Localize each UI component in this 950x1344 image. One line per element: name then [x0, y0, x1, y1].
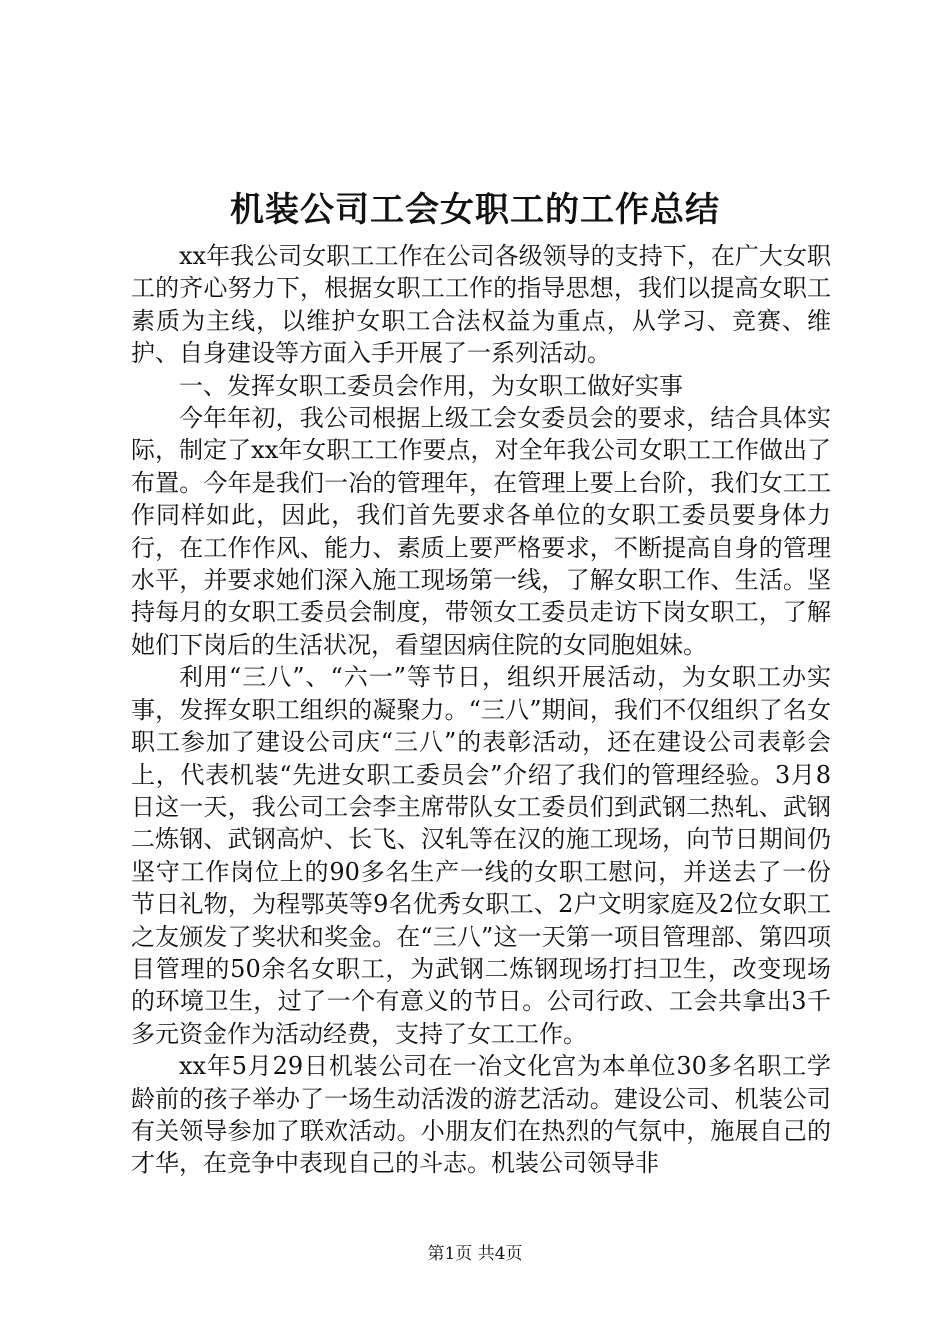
page-number-footer: 第1页 共4页: [427, 1244, 523, 1264]
document-title: 机装公司工会女职工的工作总结: [230, 190, 720, 230]
paragraph-holiday-activities: 利用“三八”、“六一”等节日，组织开展活动，为女职工办实事，发挥女职工组织的凝聚力。“三八”期间，我们不仅组织了名女职工参加了建设公司庆“三八”的表彰活动，还在建设公司表彰会上，代表机装“先进女职工委员会”介绍了我们的管理经验。3月8日这一天，我公司工会李主席带队女工委员们到武钢二热轧、武钢二炼钢、武钢高炉、长飞、汉轧等在汉的施工现场，向节日期间仍坚守工作岗位上的90多名生产一线的女职工慰问，并送去了一份节日礼物，为程鄂英等9名优秀女职工、2户文明家庭及2位女职工之友颁发了奖状和奖金。在“三八”这一天第一项目管理部、第四项目管理的50余名女职工，为武钢二炼钢现场打扫卫生，改变现场的环境卫生，过了一个有意义的节日。公司行政、工会共拿出3千多元资金作为活动经费，支持了女工工作。: [131, 663, 831, 1048]
paragraph-childrens-event: xx年5月29日机装公司在一冶文化宫为本单位30多名职工学龄前的孩子举办了一场生动活泼的游艺活动。建设公司、机装公司有关领导参加了联欢活动。小朋友们在热烈的气氛中，施展自己的才华，在竞争中表现自己的斗志。机装公司领导非: [131, 1052, 831, 1178]
paragraph-annual-plan: 今年年初，我公司根据上级工会女委员会的要求，结合具体实际，制定了xx年女职工工作要点，对全年我公司女职工工作做出了布置。今年是我们一冶的管理年，在管理上要上台阶，我们女工工作同样如此，因此，我们首先要求各单位的女职工委员要身体力行，在工作作风、能力、素质上要严格要求，不断提高自身的管理水平，并要求她们深入施工现场第一线，了解女职工作、生活。坚持每月的女职工委员会制度，带领女工委员走访下岗女职工，了解她们下岗后的生活状况，看望因病住院的女同胞姐妹。: [131, 404, 831, 659]
section-heading: 一、发挥女职工委员会作用，为女职工做好实事: [179, 371, 683, 400]
paragraph-intro: xx年我公司女职工工作在公司各级领导的支持下，在广大女职工的齐心努力下，根据女职工工作的指导思想，我们以提高女职工素质为主线，以维护女职工合法权益为重点，从学习、竞赛、维护、自身建设等方面入手开展了一系列活动。: [131, 242, 831, 368]
document-body: [131, 240, 831, 1180]
